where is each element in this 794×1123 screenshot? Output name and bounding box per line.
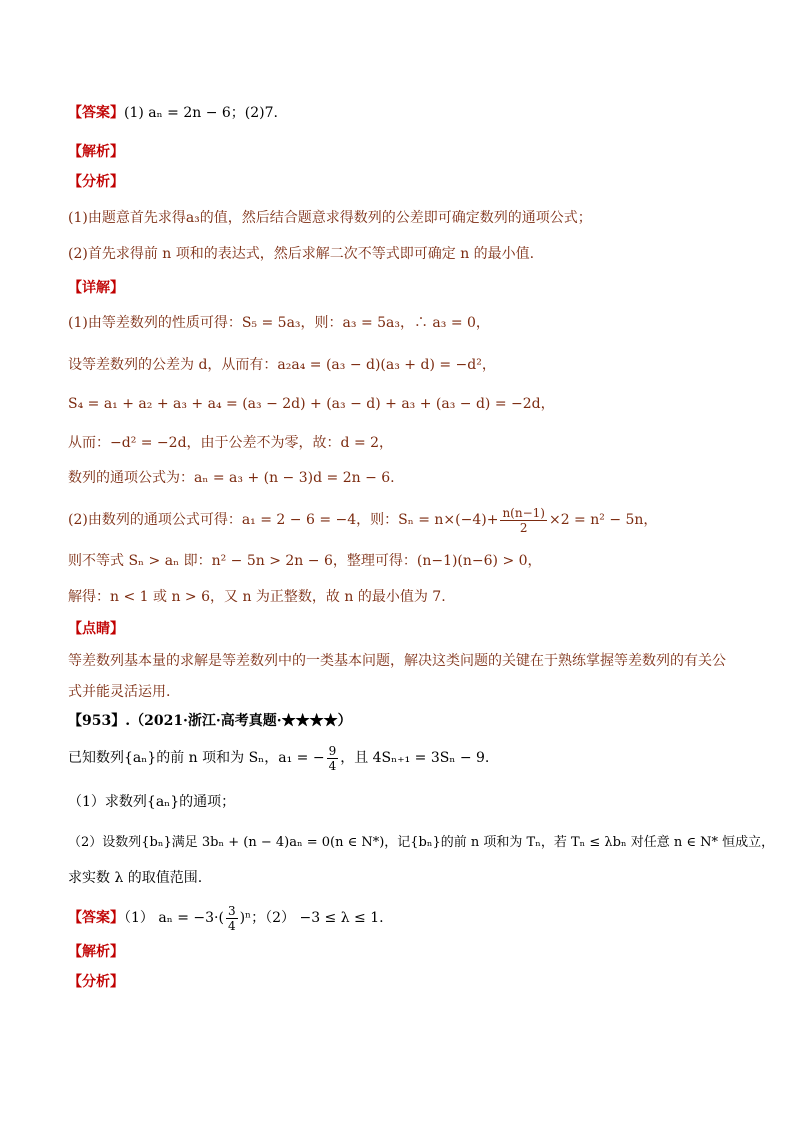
dianjing-label: 【点睛】: [68, 621, 124, 637]
solution-step-8: 解得：n < 1 或 n > 6，又 n 为正整数，故 n 的最小值为 7.: [68, 589, 446, 605]
solution-step-7: 则不等式 Sₙ > aₙ 即：n² − 5n > 2n − 6，整理可得：(n−1)(n−6) > 0，: [68, 553, 542, 569]
fenxi-line-2: (2)首先求得前 n 项和的表达式，然后求解二次不等式即可确定 n 的最小值.: [68, 246, 535, 262]
fraction: [500, 506, 547, 535]
q953-fenxi-label: 【分析】: [68, 974, 124, 990]
xiangjie-label: 【详解】: [68, 280, 124, 296]
q953-answer-pre: （1） aₙ = −3·(: [124, 910, 224, 926]
fraction-numerator: n(n−1): [502, 505, 545, 520]
answer-text: (1) aₙ = 2n − 6；(2)7.: [124, 105, 278, 121]
solution-step-4: 从而：−d² = −2d，由于公差不为零，故：d = 2，: [68, 435, 394, 451]
q953-answer-denominator: 4: [227, 918, 236, 933]
question-part-2-line-2: 求实数 λ 的取值范围.: [68, 870, 203, 886]
jiexi-label: 【解析】: [68, 144, 124, 160]
q953-answer-post: )ⁿ；（2） −3 ≤ λ ≤ 1.: [239, 910, 384, 926]
dianjing-line-2: 式并能灵活运用.: [68, 684, 171, 700]
question-header: 【953】.（2021·浙江·高考真题·★★★★）: [68, 713, 352, 729]
question-part-1: （1）求数列{aₙ}的通项；: [68, 794, 236, 810]
stem-fraction-numerator: 9: [328, 743, 337, 758]
stem-fraction: [327, 744, 339, 773]
solution-step-6: [68, 500, 657, 540]
q953-answer-label: 【答案】: [68, 910, 124, 926]
answer-row: [68, 103, 278, 123]
solution-step-1: (1)由等差数列的性质可得：S₅ = 5a₃，则：a₃ = 5a₃，∴ a₃ = 0，: [68, 315, 490, 331]
question-stem: [68, 738, 489, 778]
q953-answer-fraction: [226, 904, 238, 933]
fenxi-label: 【分析】: [68, 174, 124, 190]
fenxi-line-1: (1)由题意首先求得a₃的值，然后结合题意求得数列的公差即可确定数列的通项公式；: [68, 210, 592, 226]
step-6-pre: (2)由数列的通项公式可得：a₁ = 2 − 6 = −4，则：Sₙ = n×(−4)+: [68, 512, 499, 528]
stem-pre: 已知数列{aₙ}的前 n 项和为 Sₙ，a₁ = −: [68, 750, 325, 766]
answer-label: 【答案】: [68, 105, 124, 121]
solution-step-3: S₄ = a₁ + a₂ + a₃ + a₄ = (a₃ − 2d) + (a₃ − d) + a₃ + (a₃ − d) = −2d，: [68, 396, 555, 412]
solution-step-5: 数列的通项公式为：aₙ = a₃ + (n − 3)d = 2n − 6.: [68, 470, 395, 486]
stem-fraction-denominator: 4: [328, 758, 337, 773]
stem-post: ，且 4Sₙ₊₁ = 3Sₙ − 9.: [340, 750, 490, 766]
question-part-2-line-1: （2）设数列{bₙ}满足 3bₙ + (n − 4)aₙ = 0(n ∈ N*)，记{bₙ}的前 n 项和为 Tₙ，若 Tₙ ≤ λbₙ 对任意 n ∈ N* 恒成立，: [68, 835, 775, 850]
dianjing-line-1: 等差数列基本量的求解是等差数列中的一类基本问题，解决这类问题的关键在于熟练掌握等差数列的有关公: [68, 653, 726, 669]
solution-step-2: 设等差数列的公差为 d，从而有：a₂a₄ = (a₃ − d)(a₃ + d) = −d²，: [68, 357, 496, 373]
q953-answer-numerator: 3: [227, 903, 236, 918]
fraction-denominator: 2: [519, 520, 528, 535]
q953-answer-row: [68, 898, 384, 938]
q953-jiexi-label: 【解析】: [68, 944, 124, 960]
step-6-post: ×2 = n² − 5n，: [548, 512, 658, 528]
